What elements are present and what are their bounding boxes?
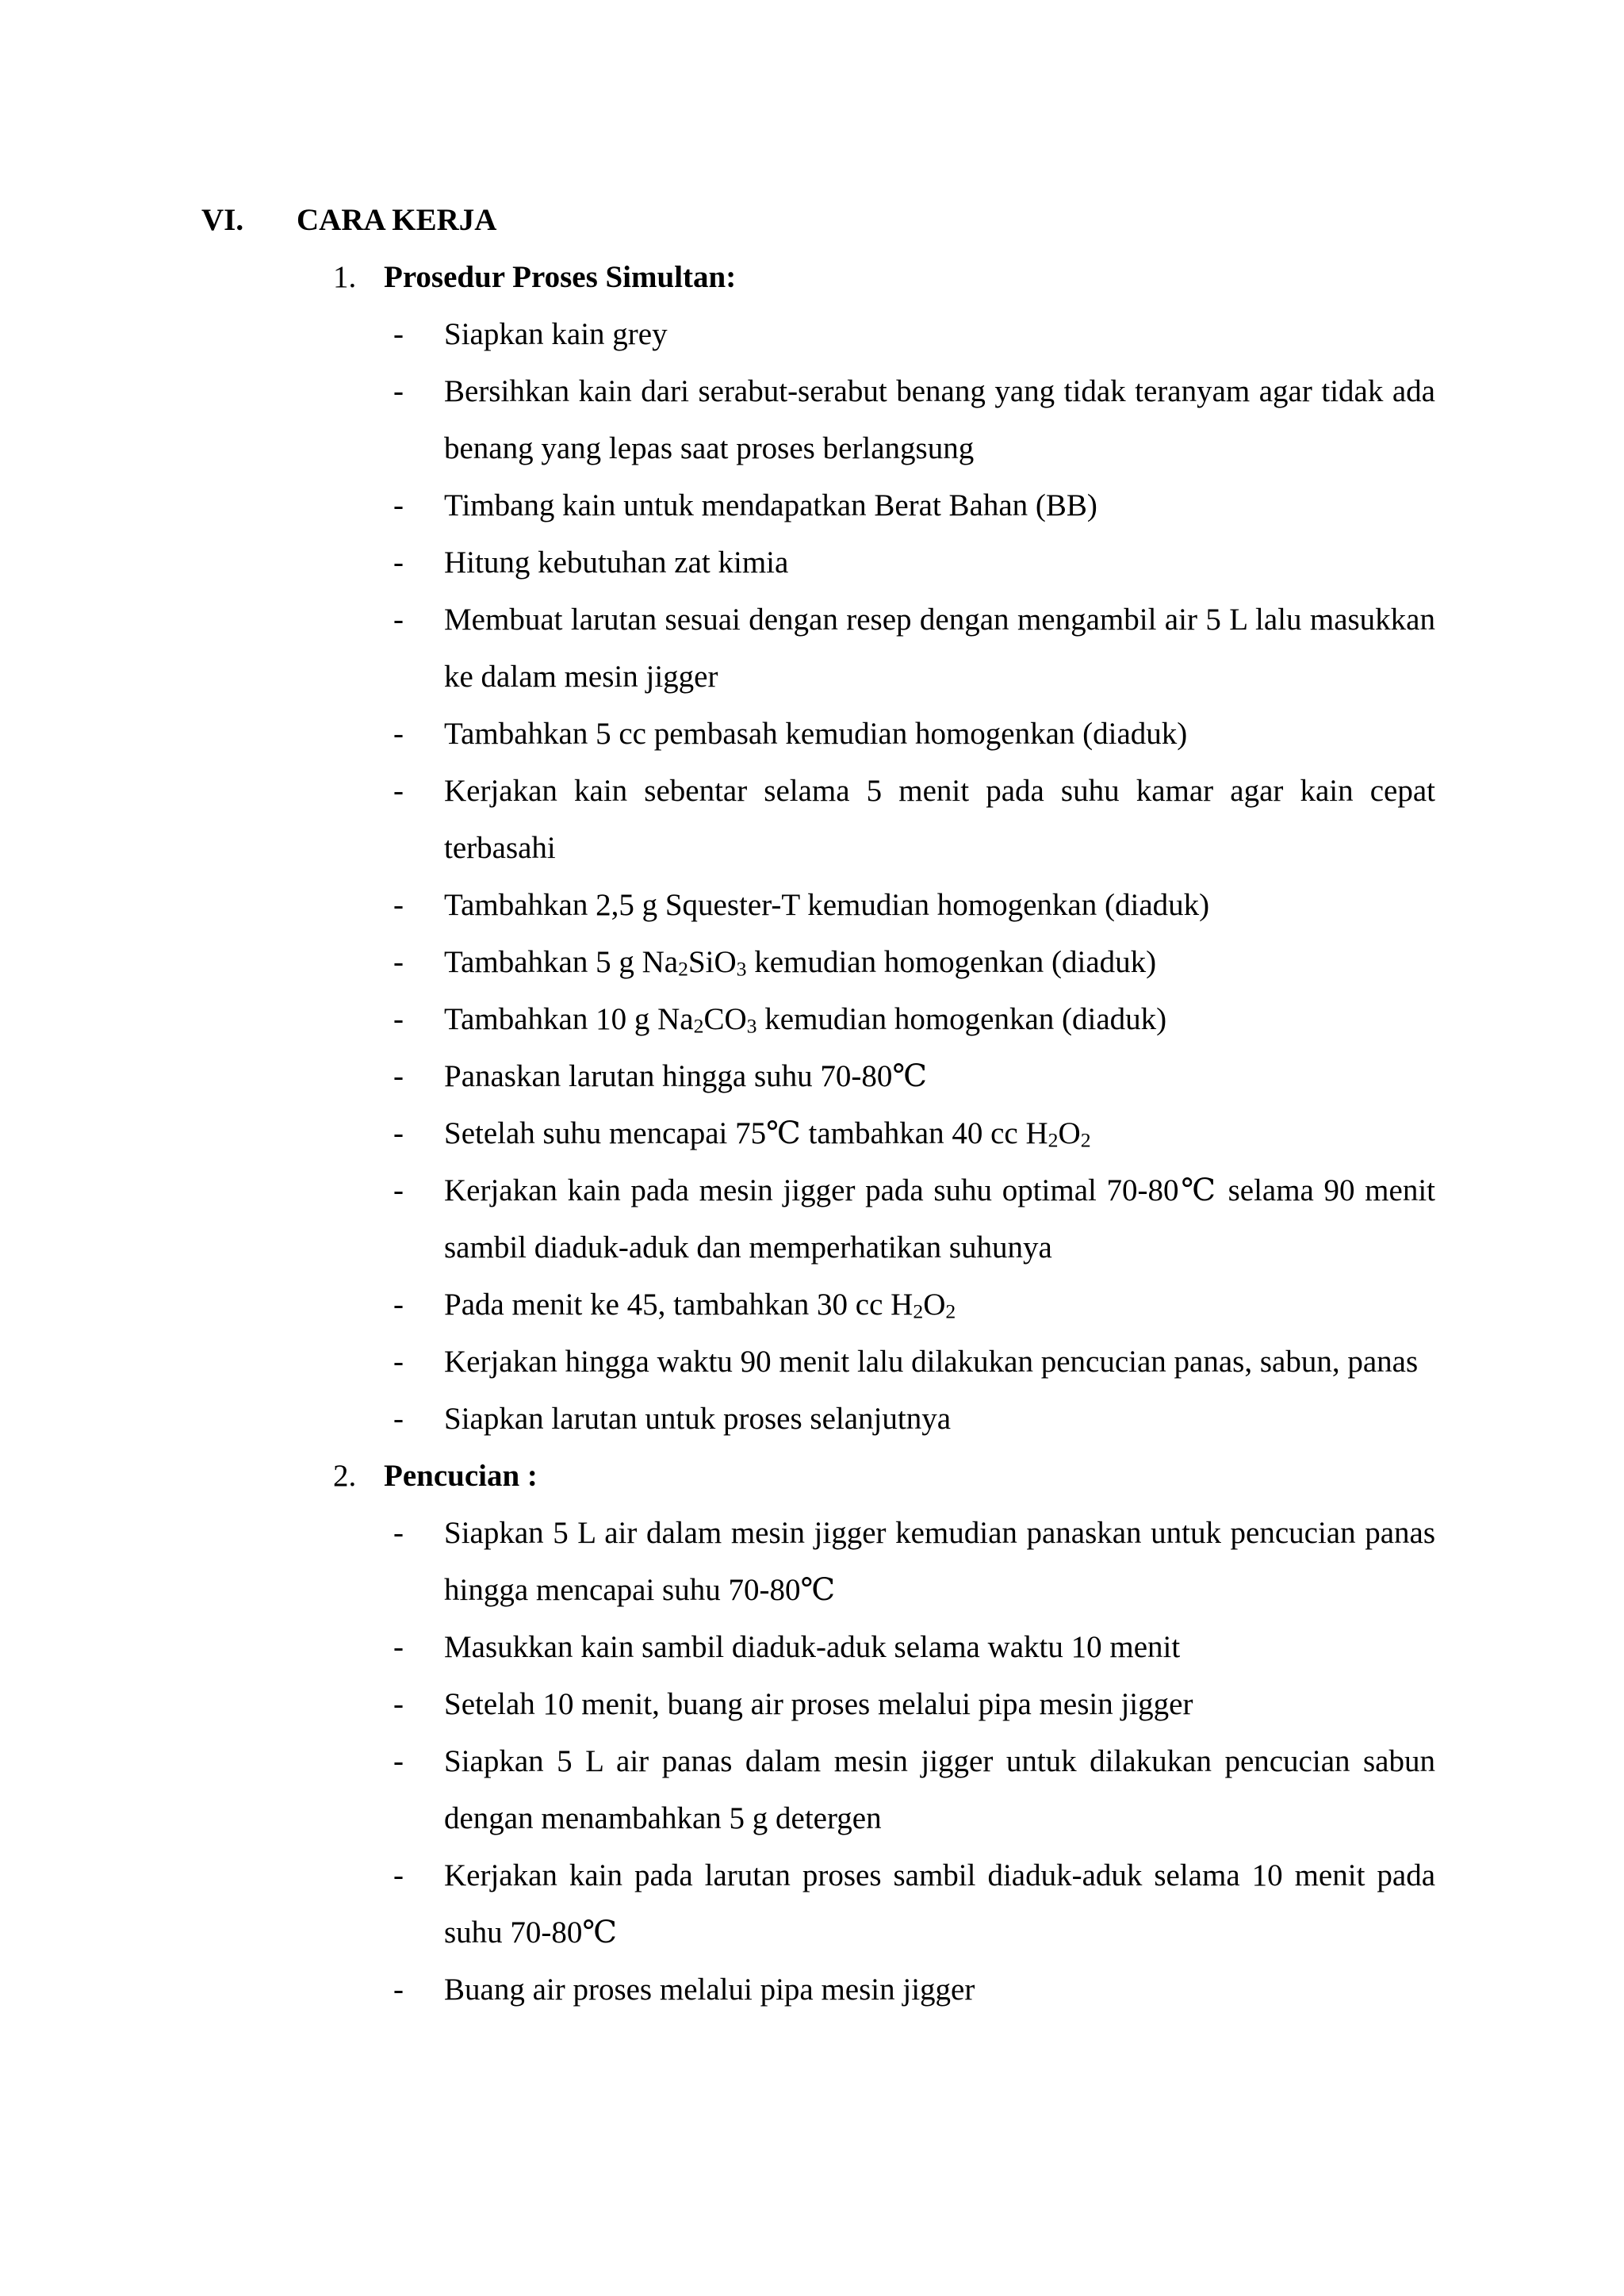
list-item [0, 934, 1435, 991]
bullet-dash: - [393, 1402, 404, 1436]
list-item [0, 363, 1435, 477]
bullet-dash: - [393, 945, 404, 979]
bullet-dash: - [393, 1630, 404, 1664]
list-item-text: Kerjakan kain sebentar selama 5 menit pada suhu kamar agar kain cepat terbasahi [444, 774, 1435, 865]
bullet-list [0, 306, 1624, 1448]
bullet-dash: - [393, 1516, 404, 1550]
subsection-pencucian [0, 1448, 1624, 2019]
subsection-title: Pencucian : [384, 1459, 538, 1493]
bullet-dash: - [393, 374, 404, 408]
list-item-text: Tambahkan 5 g $Na_2SiO_3$ kemudian homogenkan (diaduk) [444, 945, 1157, 981]
bullet-dash: - [393, 1973, 404, 2007]
list-item-text: Setelah suhu mencapai 75℃ tambahkan 40 cc $H_2O_2$ [444, 1116, 1091, 1152]
bullet-dash: - [393, 1858, 404, 1892]
section-title: CARA KERJA [297, 203, 497, 237]
section-heading [0, 192, 1624, 249]
list-item [0, 534, 1435, 591]
list-item [0, 1105, 1435, 1162]
list-item [0, 1276, 1435, 1334]
bullet-dash: - [393, 488, 404, 522]
section-number: VI. [201, 203, 244, 237]
list-item [0, 1505, 1435, 1619]
list-item-text: Kerjakan kain pada larutan proses sambil diaduk-aduk selama 10 menit pada suhu 70-80℃ [444, 1858, 1435, 1950]
list-item [0, 1048, 1435, 1105]
list-item [0, 306, 1435, 363]
bullet-dash: - [393, 1687, 404, 1721]
list-item [0, 1961, 1435, 2019]
list-item [0, 1847, 1435, 1961]
bullet-dash: - [393, 1116, 404, 1150]
list-item-text: Siapkan kain grey [444, 317, 668, 351]
bullet-dash: - [393, 1173, 404, 1207]
bullet-dash: - [393, 774, 404, 808]
bullet-dash: - [393, 1345, 404, 1379]
list-item [0, 877, 1435, 934]
list-item-text: Masukkan kain sambil diaduk-aduk selama waktu 10 menit [444, 1630, 1181, 1664]
subsection-heading [0, 249, 1624, 306]
list-item-text: Timbang kain untuk mendapatkan Berat Bahan (BB) [444, 488, 1097, 522]
list-item-text: Bersihkan kain dari serabut-serabut benang yang tidak teranyam agar tidak ada benang yang lepas saat proses berlangsung [444, 374, 1435, 465]
bullet-dash: - [393, 717, 404, 751]
list-item-text: Membuat larutan sesuai dengan resep dengan mengambil air 5 L lalu masukkan ke dalam mesin jigger [444, 603, 1435, 694]
subsection-number: 1. [333, 260, 357, 294]
document-content [0, 192, 1624, 2019]
bullet-dash: - [393, 888, 404, 922]
subsection-number: 2. [333, 1459, 357, 1493]
list-item [0, 1162, 1435, 1276]
list-item-text: Pada menit ke 45, tambahkan 30 cc $H_2O_2$ [444, 1288, 956, 1323]
list-item-text: Siapkan 5 L air dalam mesin jigger kemudian panaskan untuk pencucian panas hingga mencapai suhu 70-80℃ [444, 1516, 1435, 1607]
list-item-text: Tambahkan 10 g $Na_2CO_3$ kemudian homogenkan (diaduk) [444, 1002, 1167, 1038]
list-item [0, 477, 1435, 534]
list-item [0, 1676, 1435, 1733]
list-item [0, 591, 1435, 706]
bullet-dash: - [393, 1288, 404, 1322]
list-item-text: Tambahkan 5 cc pembasah kemudian homogenkan (diaduk) [444, 717, 1188, 751]
bullet-dash: - [393, 1059, 404, 1093]
list-item [0, 1334, 1435, 1391]
list-item-text: Panaskan larutan hingga suhu 70-80℃ [444, 1059, 928, 1093]
bullet-dash: - [393, 545, 404, 580]
list-item-text: Tambahkan 2,5 g Squester-T kemudian homogenkan (diaduk) [444, 888, 1210, 922]
list-item-text: Kerjakan kain pada mesin jigger pada suhu optimal 70-80℃ selama 90 menit sambil diaduk-aduk dan memperhatikan suhunya [444, 1173, 1435, 1265]
list-item [0, 991, 1435, 1048]
list-item [0, 1619, 1435, 1676]
list-item-text: Setelah 10 menit, buang air proses melalui pipa mesin jigger [444, 1687, 1193, 1721]
list-item [0, 763, 1435, 877]
list-item-text: Kerjakan hingga waktu 90 menit lalu dilakukan pencucian panas, sabun, panas [444, 1345, 1419, 1379]
bullet-dash: - [393, 603, 404, 637]
list-item [0, 1391, 1435, 1448]
subsection-heading [0, 1448, 1624, 1505]
list-item [0, 1733, 1435, 1847]
bullet-dash: - [393, 317, 404, 351]
list-item-text: Hitung kebutuhan zat kimia [444, 545, 789, 580]
list-item-text: Siapkan larutan untuk proses selanjutnya [444, 1402, 952, 1436]
list-item-text: Buang air proses melalui pipa mesin jigger [444, 1973, 975, 2007]
bullet-list [0, 1505, 1624, 2019]
bullet-dash: - [393, 1744, 404, 1778]
list-item-text: Siapkan 5 L air panas dalam mesin jigger untuk dilakukan pencucian sabun dengan menambahkan 5 g detergen [444, 1744, 1435, 1835]
bullet-dash: - [393, 1002, 404, 1036]
list-item [0, 706, 1435, 763]
subsection-prosedur [0, 249, 1624, 1448]
subsection-title: Prosedur Proses Simultan: [384, 260, 737, 294]
